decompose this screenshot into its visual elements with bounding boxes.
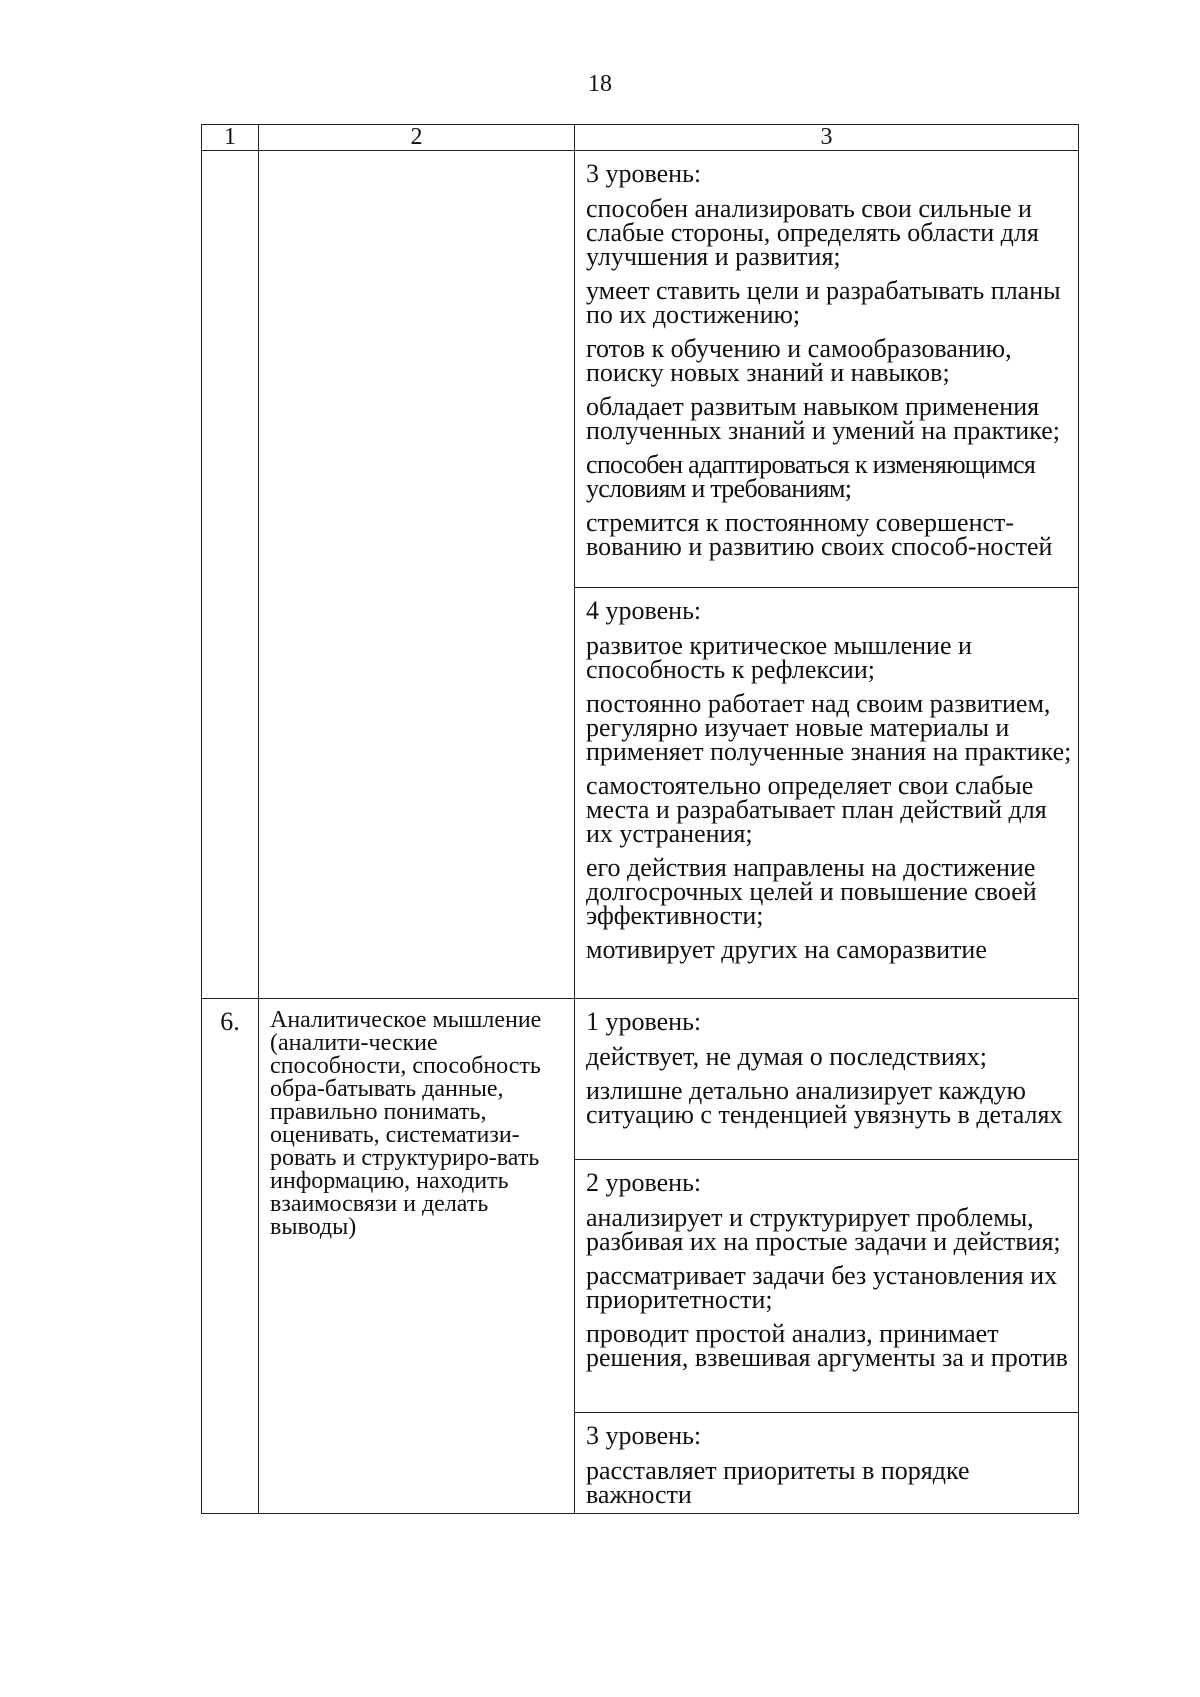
level-title: 2 уровень: xyxy=(586,1168,702,1197)
competency-table xyxy=(201,124,1079,1514)
level-title: 1 уровень: xyxy=(586,1007,702,1036)
level-item: его действия направлены на достижение долгосрочных целей и повышение своей эффективности; xyxy=(586,853,1037,930)
level-item: готов к обучению и самообразованию, поиску новых знаний и навыков; xyxy=(586,334,1012,387)
level-item: самостоятельно определяет свои слабые места и разрабатывает план действий для их устранения; xyxy=(586,771,1047,848)
level-title: 3 уровень: xyxy=(586,159,702,188)
column-header-3: 3 xyxy=(575,125,1079,151)
level-item: способен анализировать свои сильные и слабые стороны, определять области для улучшения и развития; xyxy=(586,194,1039,271)
level-cell xyxy=(575,151,1079,588)
table-header-row xyxy=(202,125,1079,151)
level-item: анализирует и структурирует проблемы, разбивая их на простые задачи и действия; xyxy=(586,1203,1061,1256)
row-number-cell: 6. xyxy=(202,999,259,1514)
level-item: постоянно работает над своим развитием, регулярно изучает новые материалы и применяет полученные знания на практике; xyxy=(586,689,1072,766)
level-title: 4 уровень: xyxy=(586,596,702,625)
level-item: развитое критическое мышление и способность к рефлексии; xyxy=(586,631,972,684)
level-cell xyxy=(575,999,1079,1160)
level-item: действует, не думая о последствиях; xyxy=(586,1042,987,1071)
level-item: проводит простой анализ, принимает решения, взвешивая аргументы за и против xyxy=(586,1319,1068,1372)
table-row xyxy=(202,151,1079,588)
level-title: 3 уровень: xyxy=(586,1421,702,1450)
level-item: умеет ставить цели и разрабатывать планы по их достижению; xyxy=(586,276,1061,329)
competency-name-cell xyxy=(259,151,575,999)
level-cell xyxy=(575,1160,1079,1413)
level-item: обладает развитым навыком применения полученных знаний и умений на практике; xyxy=(586,392,1060,445)
column-header-2: 2 xyxy=(259,125,575,151)
competency-name-cell: Аналитическое мышление (аналити-ческие способности, способность обра-батывать данные, правильно понимать, оценивать, систематизи-ровать и структуриро-вать информацию, находить взаимосвязи и делать выводы) xyxy=(259,999,575,1514)
level-item: стремится к постоянному совершенст-вованию и развитию своих способ-ностей xyxy=(586,508,1053,561)
level-item: излишне детально анализирует каждую ситуацию с тенденцией увязнуть в деталях xyxy=(586,1076,1063,1129)
level-item: мотивирует других на саморазвитие xyxy=(586,935,987,964)
level-cell xyxy=(575,1413,1079,1514)
level-cell xyxy=(575,588,1079,999)
level-item: расставляет приоритеты в порядке важности xyxy=(586,1456,970,1509)
row-number-cell xyxy=(202,151,259,999)
level-item: рассматривает задачи без установления их приоритетности; xyxy=(586,1261,1058,1314)
level-item: способен адаптироваться к изменяющимся условиям и требованиям; xyxy=(586,450,1036,503)
column-header-1: 1 xyxy=(202,125,259,151)
page-number: 18 xyxy=(588,71,612,97)
table-row xyxy=(202,999,1079,1160)
